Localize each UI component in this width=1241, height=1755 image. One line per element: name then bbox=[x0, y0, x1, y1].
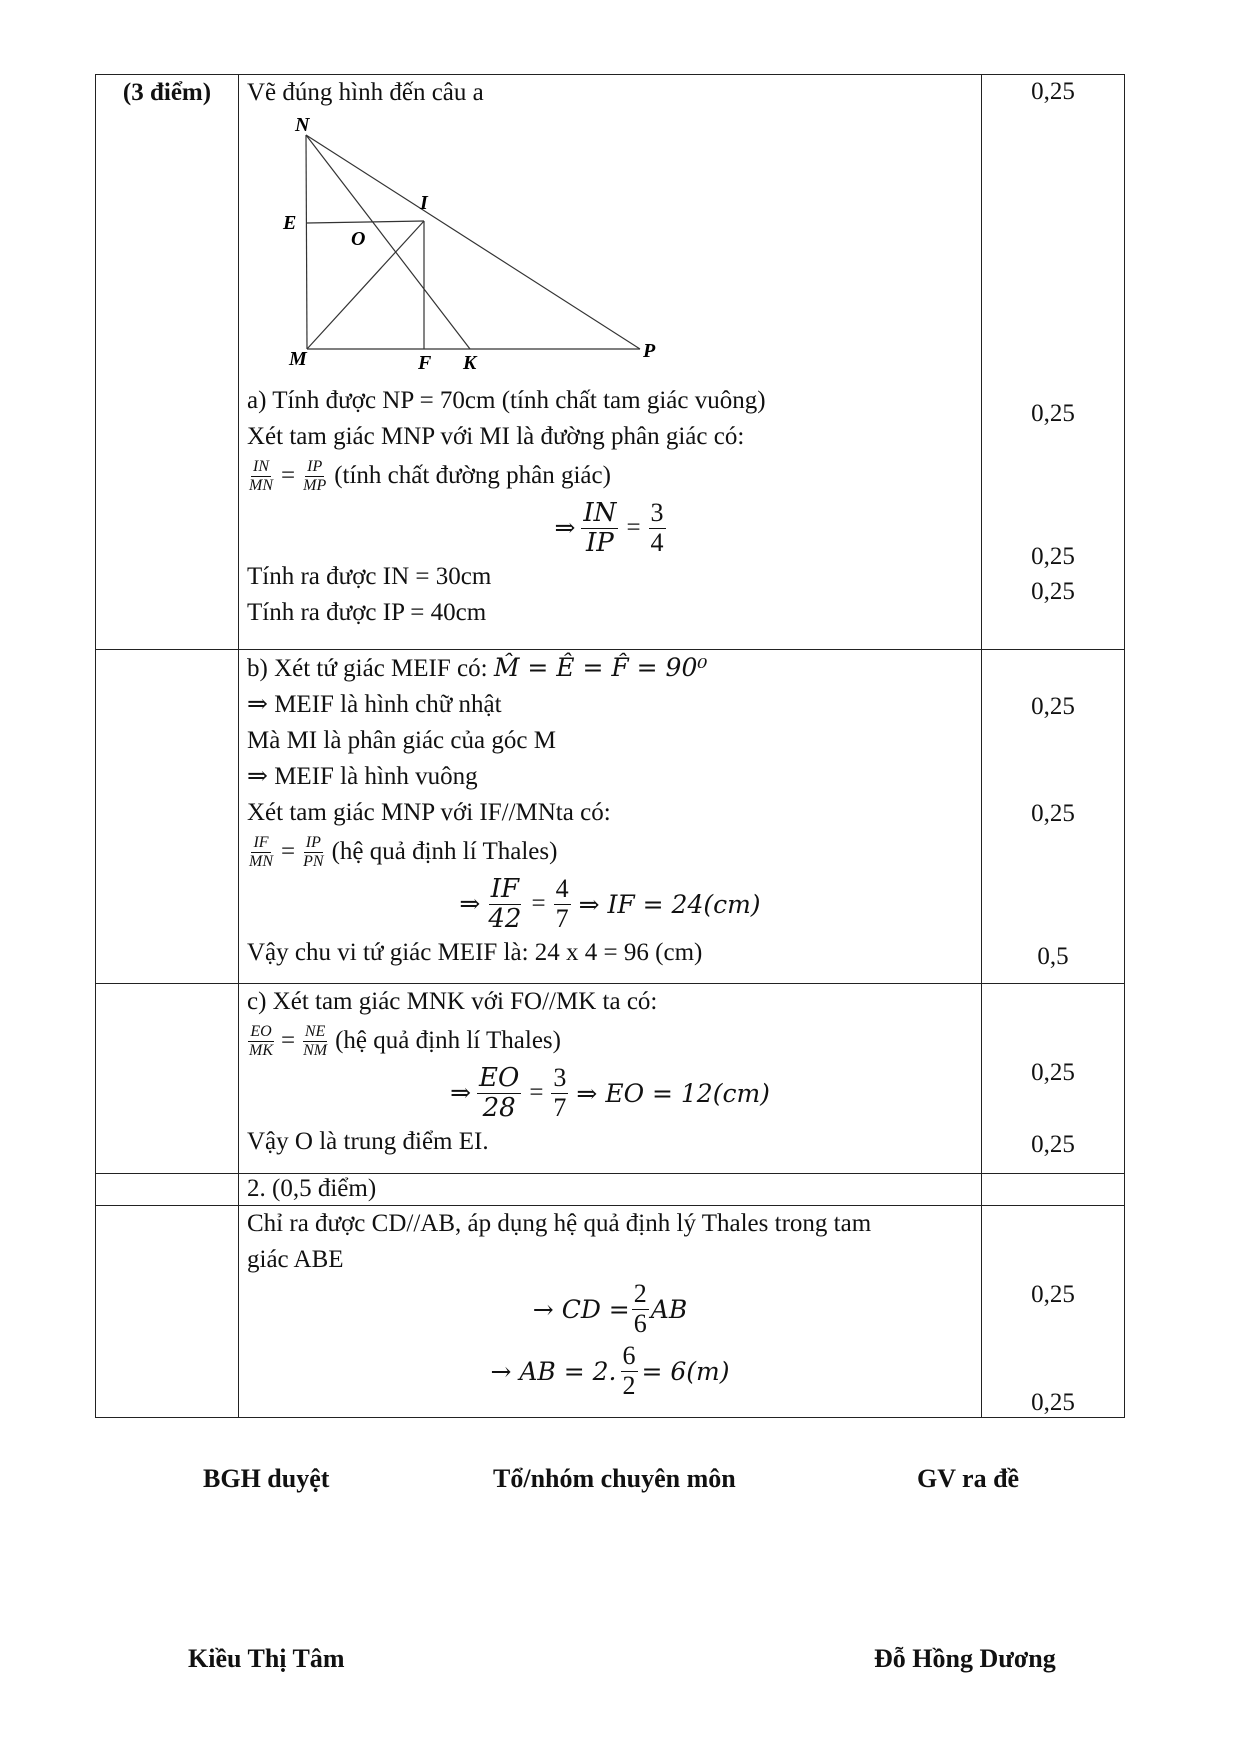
line-2b: giác ABE bbox=[247, 1246, 344, 1273]
line-b5: Xét tam giác MNP với IF//MNta có: bbox=[247, 799, 611, 826]
fraction-2-6: $\frac{2}{6}$ bbox=[633, 1278, 647, 1338]
label-I: I bbox=[420, 192, 428, 214]
ratio-result: ⇒ $\frac{IN}{IP}$ = $\frac{3}{4}$ bbox=[554, 497, 664, 558]
group-label: Tổ/nhóm chuyên môn bbox=[493, 1464, 736, 1493]
if-result: ⇒ IF = 24(cm) bbox=[578, 889, 761, 919]
part-2-title: 2. (0,5 điểm) bbox=[247, 1175, 377, 1202]
content-cell-a bbox=[239, 75, 982, 650]
ratio-line-b: $\frac{IF}{MN}$ = $\frac{IP}{PN}$ (hệ quả định lí Thales) bbox=[249, 833, 558, 870]
intro-text: Vẽ đúng hình đến câu a bbox=[247, 79, 484, 106]
fraction-ip-mp: $\frac{IP}{MP}$ bbox=[303, 457, 327, 494]
line-b3: Mà MI là phân giác của góc M bbox=[247, 727, 556, 754]
fraction-ip-pn: $\frac{IP}{PN}$ bbox=[303, 833, 324, 870]
label-M: M bbox=[289, 348, 307, 370]
angle-equation: M̂ = Ê = F̂ = 90⁰ bbox=[493, 653, 708, 682]
thales-note: (hệ quả định lí Thales) bbox=[331, 838, 558, 865]
line-np: a) Tính được NP = 70cm (tính chất tam giác vuông) bbox=[247, 387, 766, 414]
score-cell-c bbox=[982, 984, 1125, 1174]
line-2a: Chỉ ra được CD//AB, áp dụng hệ quả định lý Thales trong tam bbox=[247, 1210, 872, 1237]
score: 0,25 bbox=[1031, 693, 1075, 720]
fraction-if-42: $\frac{IF}{42}$ bbox=[488, 873, 522, 934]
line-b1: b) Xét tứ giác MEIF có: M̂ = Ê = F̂ = 90⁰ bbox=[247, 653, 708, 682]
points-label: (3 điểm) bbox=[122, 79, 212, 106]
fraction-6-2: $\frac{6}{2}$ bbox=[622, 1340, 636, 1400]
score-cell-b bbox=[982, 650, 1125, 984]
label-N: N bbox=[295, 114, 310, 136]
row-part-2-header bbox=[96, 1174, 1125, 1206]
fraction-3-7: $\frac{3}{7}$ bbox=[553, 1062, 567, 1122]
thales-note: (hệ quả định lí Thales) bbox=[335, 1027, 561, 1054]
line-b2: ⇒ MEIF là hình chữ nhật bbox=[247, 691, 502, 718]
fraction-eo-mk: $\frac{EO}{MK}$ bbox=[249, 1022, 273, 1059]
score-cell-2 bbox=[982, 1206, 1125, 1418]
row-part-a bbox=[96, 75, 1125, 650]
score: 0,25 bbox=[1031, 78, 1075, 105]
ratio-result-b: ⇒ $\frac{IF}{42}$ = $\frac{4}{7}$ ⇒ IF = 24(cm) bbox=[459, 873, 761, 934]
bgh-approval-label: BGH duyệt bbox=[203, 1464, 330, 1493]
score: 0,25 bbox=[1031, 543, 1075, 570]
line-c1: c) Xét tam giác MNK với FO//MK ta có: bbox=[247, 988, 658, 1015]
line-perimeter: Vậy chu vi tứ giác MEIF là: 24 x 4 = 96 (cm) bbox=[247, 939, 703, 966]
eq-cd: → CD = $\frac{2}{6}$ AB bbox=[532, 1278, 688, 1338]
label-F: F bbox=[418, 352, 432, 374]
score: 0,25 bbox=[1031, 578, 1075, 605]
content-cell-2 bbox=[239, 1206, 982, 1418]
line-b4: ⇒ MEIF là hình vuông bbox=[247, 763, 478, 790]
ratio-line: $\frac{IN}{MN}$ = $\frac{IP}{MP}$ (tính chất đường phân giác) bbox=[249, 457, 611, 494]
fraction-if-mn: $\frac{IF}{MN}$ bbox=[249, 833, 273, 870]
geometry-figure bbox=[267, 111, 687, 381]
score: 0,25 bbox=[1031, 1389, 1075, 1416]
content-cell-c bbox=[239, 984, 982, 1174]
eq-ab: → AB = 2. $\frac{6}{2}$ = 6(m) bbox=[490, 1340, 730, 1400]
eo-result: ⇒ EO = 12(cm) bbox=[576, 1078, 770, 1108]
signer-left-name: Kiều Thị Tâm bbox=[188, 1644, 345, 1673]
line-midpoint: Vậy O là trung điểm EI. bbox=[247, 1128, 489, 1155]
score-cell-a bbox=[982, 75, 1125, 650]
row-part-b bbox=[96, 650, 1125, 984]
content-cell-b bbox=[239, 650, 982, 984]
line-bisector: Xét tam giác MNP với MI là đường phân giác có: bbox=[247, 423, 745, 450]
ratio-note: (tính chất đường phân giác) bbox=[334, 462, 611, 489]
author-label: GV ra đề bbox=[917, 1464, 1020, 1493]
grading-table bbox=[95, 74, 1125, 1418]
score: 0,25 bbox=[1031, 1281, 1075, 1308]
score: 0,25 bbox=[1031, 800, 1075, 827]
line-ip: Tính ra được IP = 40cm bbox=[247, 599, 487, 626]
label-O: O bbox=[351, 228, 366, 250]
score: 0,25 bbox=[1031, 400, 1075, 427]
fraction-in-mn: $\frac{IN}{MN}$ bbox=[249, 457, 273, 494]
row-part-c bbox=[96, 984, 1125, 1174]
fraction-ne-nm: $\frac{NE}{NM}$ bbox=[303, 1022, 328, 1059]
score: 0,25 bbox=[1031, 1131, 1075, 1158]
ratio-result-c: ⇒ $\frac{EO}{28}$ = $\frac{3}{7}$ ⇒ EO = 12(cm) bbox=[450, 1062, 770, 1123]
fraction-4-7: $\frac{4}{7}$ bbox=[555, 873, 569, 933]
fraction-in-ip: $\frac{IN}{IP}$ bbox=[583, 497, 617, 558]
row-part-2 bbox=[96, 1206, 1125, 1418]
fraction-eo-28: $\frac{EO}{28}$ bbox=[479, 1062, 520, 1123]
label-P: P bbox=[643, 340, 656, 362]
score: 0,5 bbox=[1037, 943, 1069, 970]
line-in: Tính ra được IN = 30cm bbox=[247, 563, 492, 590]
fraction-3-4: $\frac{3}{4}$ bbox=[650, 497, 664, 557]
label-E: E bbox=[283, 212, 297, 234]
signer-right-name: Đỗ Hồng Dương bbox=[874, 1644, 1056, 1673]
ratio-line-c: $\frac{EO}{MK}$ = $\frac{NE}{NM}$ (hệ quả định lí Thales) bbox=[249, 1022, 561, 1059]
points-cell bbox=[96, 75, 239, 650]
label-K: K bbox=[463, 352, 477, 374]
score: 0,25 bbox=[1031, 1059, 1075, 1086]
